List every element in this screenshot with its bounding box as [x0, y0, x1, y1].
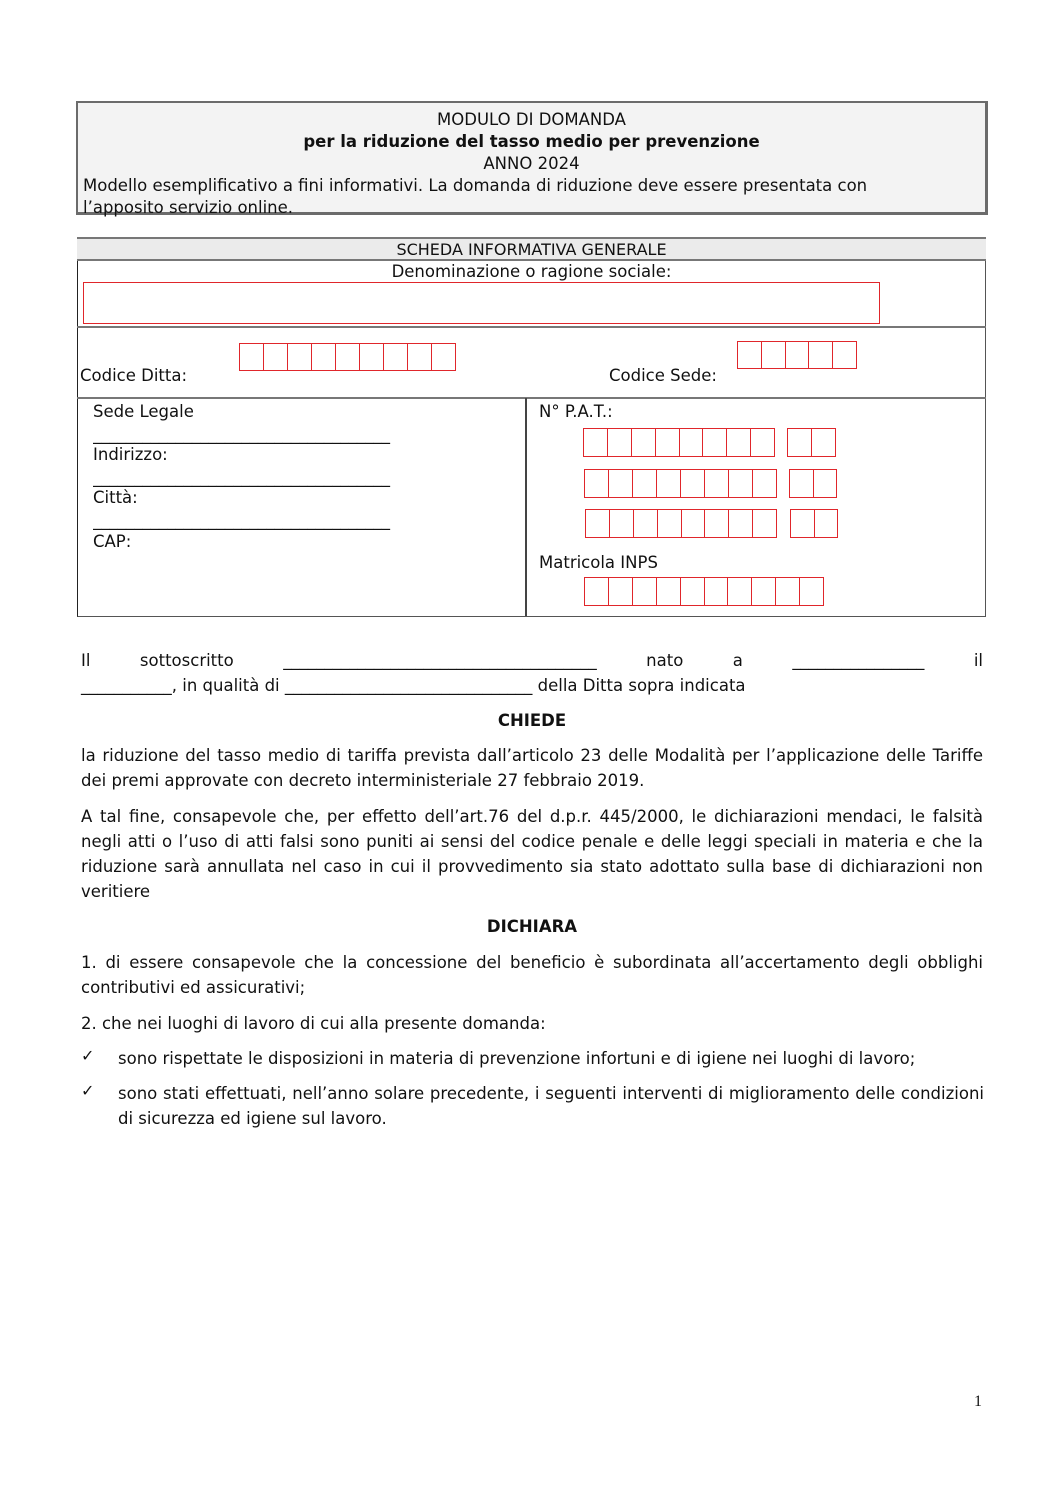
matricola-inps-label: Matricola INPS — [539, 553, 658, 572]
form-note: Modello esemplificativo a fini informativi. La domanda di riduzione deve essere presentata con l’apposito servizio online. — [83, 176, 868, 217]
char-cell[interactable] — [407, 343, 431, 371]
char-cell[interactable] — [752, 509, 777, 538]
char-cell[interactable] — [681, 509, 705, 538]
char-cell[interactable] — [631, 428, 655, 457]
char-cell[interactable] — [655, 428, 679, 457]
dichiara-bullet-1: sono rispettate le disposizioni in materia di prevenzione infortuni e di igiene nei luoghi di lavoro; — [118, 1049, 916, 1068]
char-cell[interactable] — [787, 428, 811, 457]
denominazione-label: Denominazione o ragione sociale: — [391, 262, 672, 281]
column-divider — [525, 398, 527, 616]
char-cell[interactable] — [239, 343, 263, 371]
dichiara-bullet-2: sono stati effettuati, nell’anno solare precedente, i seguenti interventi di miglioramento delle condizioni di sicurezza ed igiene sul lavoro. — [118, 1084, 984, 1128]
char-cell[interactable] — [702, 428, 726, 457]
char-cell[interactable] — [584, 577, 608, 606]
pat-3-suffix-input[interactable] — [790, 509, 838, 538]
char-cell[interactable] — [656, 577, 680, 606]
codice-ditta-input[interactable] — [239, 343, 456, 371]
char-cell[interactable] — [752, 469, 777, 498]
char-cell[interactable] — [789, 469, 813, 498]
text-in-qualita: , in qualità di — [171, 676, 285, 695]
char-cell[interactable] — [728, 469, 752, 498]
char-cell[interactable] — [728, 509, 752, 538]
sede-legale-field[interactable]: ____________________________________ — [93, 425, 390, 444]
citta-field[interactable]: ____________________________________ — [93, 511, 390, 530]
char-cell[interactable] — [632, 577, 656, 606]
char-cell[interactable] — [583, 428, 607, 457]
char-cell[interactable] — [680, 469, 704, 498]
declarant-line-1 — [81, 651, 983, 670]
char-cell[interactable] — [607, 428, 631, 457]
char-cell[interactable] — [814, 509, 839, 538]
scheda-title: SCHEDA INFORMATIVA GENERALE — [77, 237, 986, 261]
pat-1-main-input[interactable] — [583, 428, 775, 457]
dichiara-item-2: 2. che nei luoghi di lavoro di cui alla presente domanda: — [81, 1014, 546, 1033]
text-il: Il — [81, 651, 91, 670]
char-cell[interactable] — [608, 469, 632, 498]
char-cell[interactable] — [584, 469, 608, 498]
text-nato: nato — [646, 651, 684, 670]
char-cell[interactable] — [704, 509, 728, 538]
pat-label: N° P.A.T.: — [539, 402, 613, 421]
char-cell[interactable] — [585, 509, 609, 538]
page-number: 1 — [974, 1393, 982, 1410]
char-cell[interactable] — [263, 343, 287, 371]
char-cell[interactable] — [785, 341, 809, 369]
char-cell[interactable] — [813, 469, 838, 498]
char-cell[interactable] — [679, 428, 703, 457]
char-cell[interactable] — [808, 341, 832, 369]
form-title: MODULO DI DOMANDA — [437, 110, 626, 129]
chiede-paragraph: la riduzione del tasso medio di tariffa prevista dall’articolo 23 delle Modalità per l’applicazione delle Tariffe dei premi approvate con decreto interministeriale 27 febbraio 2019. — [81, 746, 983, 790]
declarant-line-2 — [81, 676, 746, 695]
dichiara-item-1: 1. di essere consapevole che la concessione del beneficio è subordinata all’accertamento degli obblighi contributivi ed assicurativi; — [81, 953, 983, 997]
form-year: ANNO 2024 — [483, 154, 580, 173]
codice-sede-label: Codice Sede: — [609, 366, 717, 385]
char-cell[interactable] — [680, 577, 704, 606]
char-cell[interactable] — [761, 341, 785, 369]
char-cell[interactable] — [632, 469, 656, 498]
cap-label: CAP: — [93, 532, 132, 551]
char-cell[interactable] — [811, 428, 836, 457]
codice-sede-input[interactable] — [737, 341, 857, 369]
char-cell[interactable] — [335, 343, 359, 371]
char-cell[interactable] — [832, 341, 857, 369]
char-cell[interactable] — [790, 509, 814, 538]
char-cell[interactable] — [727, 577, 751, 606]
pat-1-suffix-input[interactable] — [787, 428, 836, 457]
sede-legale-label: Sede Legale — [93, 402, 194, 421]
check-icon: ✓ — [81, 1081, 95, 1100]
char-cell[interactable] — [704, 577, 728, 606]
indirizzo-label: Indirizzo: — [93, 445, 168, 464]
form-header-box — [76, 101, 988, 215]
char-cell[interactable] — [726, 428, 750, 457]
birthdate-field[interactable]: ___________ — [81, 676, 172, 695]
char-cell[interactable] — [704, 469, 728, 498]
pat-2-main-input[interactable] — [584, 469, 777, 498]
char-cell[interactable] — [431, 343, 456, 371]
indirizzo-field[interactable]: ____________________________________ — [93, 468, 390, 487]
char-cell[interactable] — [608, 577, 632, 606]
consapevole-paragraph: A tal fine, consapevole che, per effetto dell’art.76 del d.p.r. 445/2000, le dichiarazioni mendaci, le falsità negli atti o l’uso di atti falsi sono puniti ai sensi del codice penale e delle leggi speciali in materia e che la riduzione sarà annullata nel caso in cui il provvedimento sia stato adottato sulla base di dichiarazioni non veritiere — [81, 807, 983, 901]
matricola-inps-input[interactable] — [584, 577, 824, 606]
char-cell[interactable] — [609, 509, 633, 538]
role-field[interactable]: ______________________________ — [284, 676, 533, 695]
char-cell[interactable] — [359, 343, 383, 371]
sottoscritto-name-field[interactable]: ______________________________________ — [283, 651, 597, 670]
pat-3-main-input[interactable] — [585, 509, 777, 538]
char-cell[interactable] — [737, 341, 761, 369]
dichiara-heading: DICHIARA — [486, 917, 578, 936]
char-cell[interactable] — [751, 577, 775, 606]
char-cell[interactable] — [775, 577, 799, 606]
char-cell[interactable] — [657, 509, 681, 538]
char-cell[interactable] — [383, 343, 407, 371]
text-a: a — [732, 651, 743, 670]
text-il-date: il — [973, 651, 983, 670]
chiede-heading: CHIEDE — [497, 711, 567, 730]
char-cell[interactable] — [750, 428, 775, 457]
pat-2-suffix-input[interactable] — [789, 469, 837, 498]
divider — [77, 397, 986, 399]
char-cell[interactable] — [656, 469, 680, 498]
citta-label: Città: — [93, 488, 138, 507]
text-della-ditta: della Ditta sopra indicata — [532, 676, 746, 695]
birthplace-field[interactable]: ________________ — [792, 651, 925, 670]
form-subtitle: per la riduzione del tasso medio per prevenzione — [303, 132, 760, 151]
text-sottoscritto: sottoscritto — [139, 651, 234, 670]
char-cell[interactable] — [311, 343, 335, 371]
char-cell[interactable] — [633, 509, 657, 538]
char-cell[interactable] — [287, 343, 311, 371]
codice-ditta-label: Codice Ditta: — [80, 366, 188, 385]
check-icon: ✓ — [81, 1046, 95, 1065]
divider — [77, 326, 986, 328]
denominazione-input[interactable] — [83, 282, 880, 324]
char-cell[interactable] — [799, 577, 824, 606]
